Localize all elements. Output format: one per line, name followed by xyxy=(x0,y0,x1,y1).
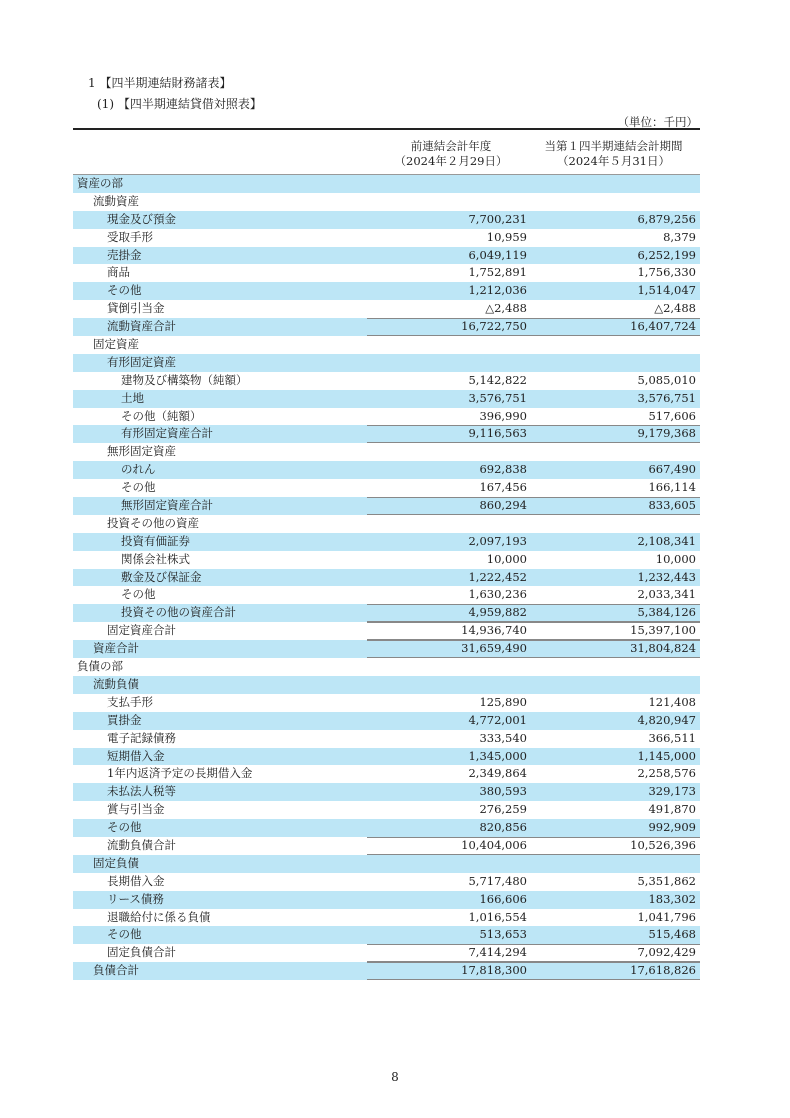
value-previous: 1,630,236 xyxy=(468,587,527,602)
value-current: 2,258,576 xyxy=(637,766,696,781)
value-current: 833,605 xyxy=(648,498,696,513)
value-previous: 276,259 xyxy=(479,802,527,817)
value-previous: 1,752,891 xyxy=(468,265,527,280)
value-current: 667,490 xyxy=(648,462,696,477)
value-current: 15,397,100 xyxy=(630,623,696,638)
row-label: 有形固定資産 xyxy=(107,354,176,369)
value-previous: 396,990 xyxy=(479,408,527,423)
row-label: その他 xyxy=(107,820,142,835)
table-row xyxy=(73,336,700,354)
row-label: 未払法人税等 xyxy=(107,784,176,799)
row-label: 短期借入金 xyxy=(107,748,165,763)
row-label: 支払手形 xyxy=(107,694,153,709)
value-current: 329,173 xyxy=(648,784,696,799)
column-header-date: （2024年５月31日） xyxy=(557,154,670,168)
table-row-total xyxy=(73,962,700,980)
table-row-total xyxy=(73,425,700,443)
value-current: 491,870 xyxy=(648,802,696,817)
value-previous: 4,772,001 xyxy=(468,712,527,727)
column-header-title: 前連結会計年度 xyxy=(410,139,492,153)
row-label: 買掛金 xyxy=(107,712,142,727)
table-row xyxy=(73,461,700,479)
value-previous: 4,959,882 xyxy=(468,605,527,620)
table-row xyxy=(73,551,700,569)
value-current: 1,145,000 xyxy=(637,748,696,763)
row-label: 流動資産 xyxy=(93,193,139,208)
subsection-heading: (1) 【四半期連結貸借対照表】 xyxy=(97,97,262,111)
value-current: 16,407,724 xyxy=(630,319,696,334)
value-previous: 3,576,751 xyxy=(468,390,527,405)
value-current: 992,909 xyxy=(648,820,696,835)
table-row-total xyxy=(73,640,700,658)
table-row xyxy=(73,533,700,551)
table-row xyxy=(73,730,700,748)
value-current: 3,576,751 xyxy=(637,390,696,405)
row-label: 退職給付に係る負債 xyxy=(107,909,211,924)
row-label: 投資その他の資産 xyxy=(107,515,199,530)
value-current: 5,384,126 xyxy=(637,605,696,620)
row-label: 流動負債 xyxy=(93,676,139,691)
row-label: 受取手形 xyxy=(107,229,153,244)
value-current: 7,092,429 xyxy=(637,945,696,960)
table-row-total xyxy=(73,837,700,855)
value-current: 31,804,824 xyxy=(630,641,696,656)
row-label: 売掛金 xyxy=(107,247,142,262)
value-current: 10,526,396 xyxy=(630,837,696,852)
table-body xyxy=(73,175,700,980)
row-label: 商品 xyxy=(107,265,130,280)
value-previous: 10,404,006 xyxy=(461,837,527,852)
table-header xyxy=(73,130,700,175)
column-header-previous xyxy=(373,139,529,169)
row-label: 流動資産合計 xyxy=(107,319,176,334)
row-label: 無形固定資産合計 xyxy=(121,498,213,513)
value-current: 2,108,341 xyxy=(637,533,696,548)
value-current: 4,820,947 xyxy=(637,712,696,727)
table-row xyxy=(73,855,700,873)
table-row xyxy=(73,211,700,229)
value-current: 121,408 xyxy=(648,694,696,709)
row-label: その他 xyxy=(107,283,142,298)
row-label: その他 xyxy=(121,480,156,495)
value-previous: 2,349,864 xyxy=(468,766,527,781)
unit-label: （単位：千円） xyxy=(617,115,698,129)
value-previous: 860,294 xyxy=(479,498,527,513)
row-label: 固定負債合計 xyxy=(107,945,176,960)
table-row xyxy=(73,372,700,390)
row-label: 資産の部 xyxy=(77,176,123,190)
value-previous: 1,016,554 xyxy=(468,909,527,924)
value-previous: 820,856 xyxy=(479,820,527,835)
table-row xyxy=(73,926,700,944)
value-current: 8,379 xyxy=(663,229,696,244)
value-previous: 7,414,294 xyxy=(468,945,527,960)
table-row xyxy=(73,748,700,766)
row-label: 負債合計 xyxy=(93,963,139,978)
column-header-current xyxy=(527,139,700,169)
value-current: 183,302 xyxy=(648,891,696,906)
table-row xyxy=(73,193,700,211)
value-previous: 7,700,231 xyxy=(468,211,527,226)
value-previous: 16,722,750 xyxy=(461,319,527,334)
table-row xyxy=(73,712,700,730)
table-row xyxy=(73,300,700,318)
table-row xyxy=(73,390,700,408)
value-current: 1,041,796 xyxy=(637,909,696,924)
row-label: 土地 xyxy=(121,390,144,405)
value-previous: 10,959 xyxy=(486,229,527,244)
table-row-total xyxy=(73,944,700,962)
table-row xyxy=(73,229,700,247)
row-label: 無形固定資産 xyxy=(107,444,176,459)
value-previous: 166,606 xyxy=(479,891,527,906)
column-header-date: （2024年２月29日） xyxy=(394,154,508,168)
value-previous: 2,097,193 xyxy=(468,533,527,548)
table-row xyxy=(73,676,700,694)
table-row-total xyxy=(73,497,700,515)
row-label: 賞与引当金 xyxy=(107,802,165,817)
value-previous: 6,049,119 xyxy=(468,247,527,262)
row-label: 電子記録債務 xyxy=(107,730,176,745)
row-label: 1年内返済予定の長期借入金 xyxy=(107,766,253,781)
table-row xyxy=(73,354,700,372)
value-previous: 1,212,036 xyxy=(468,283,527,298)
value-previous: 5,717,480 xyxy=(468,873,527,888)
table-row xyxy=(73,479,700,497)
value-previous: 31,659,490 xyxy=(461,641,527,656)
value-previous: 333,540 xyxy=(479,730,527,745)
table-row xyxy=(73,819,700,837)
value-current: 1,232,443 xyxy=(637,569,696,584)
table-row xyxy=(73,873,700,891)
value-current: 10,000 xyxy=(655,551,696,566)
value-current: △2,488 xyxy=(654,301,696,316)
column-header-title: 当第１四半期連結会計期間 xyxy=(544,139,683,153)
value-current: 1,514,047 xyxy=(637,283,696,298)
row-label: その他 xyxy=(107,927,142,942)
table-row xyxy=(73,586,700,604)
row-label: 資産合計 xyxy=(93,641,139,656)
value-current: 5,085,010 xyxy=(637,372,696,387)
row-label: のれん xyxy=(121,462,156,477)
row-label: その他（純額） xyxy=(121,408,202,423)
table-row xyxy=(73,909,700,927)
value-current: 6,252,199 xyxy=(637,247,696,262)
table-row xyxy=(73,175,700,193)
value-current: 166,114 xyxy=(648,480,696,495)
table-row xyxy=(73,891,700,909)
table-row xyxy=(73,694,700,712)
table-row xyxy=(73,408,700,426)
value-current: 517,606 xyxy=(648,408,696,423)
row-label: 貸倒引当金 xyxy=(107,301,165,316)
value-previous: 125,890 xyxy=(479,694,527,709)
row-label: 建物及び構築物（純額） xyxy=(121,372,248,387)
table-row-total xyxy=(73,318,700,336)
value-previous: 513,653 xyxy=(479,927,527,942)
row-label: 有形固定資産合計 xyxy=(121,426,213,441)
row-label: リース債務 xyxy=(107,891,164,906)
value-previous: 14,936,740 xyxy=(461,623,527,638)
value-previous: 167,456 xyxy=(479,480,527,495)
table-row xyxy=(73,801,700,819)
value-current: 5,351,862 xyxy=(637,873,696,888)
row-label: 関係会社株式 xyxy=(121,551,190,566)
value-previous: △2,488 xyxy=(485,301,527,316)
section-heading: 1 【四半期連結財務諸表】 xyxy=(88,76,232,90)
value-current: 515,468 xyxy=(648,927,696,942)
value-previous: 5,142,822 xyxy=(468,372,527,387)
table-row xyxy=(73,569,700,587)
table-row xyxy=(73,247,700,265)
row-label: 投資その他の資産合計 xyxy=(121,605,236,620)
value-current: 1,756,330 xyxy=(637,265,696,280)
value-current: 2,033,341 xyxy=(637,587,696,602)
row-label: 長期借入金 xyxy=(107,873,165,888)
row-label: 固定資産 xyxy=(93,337,139,352)
value-current: 17,618,826 xyxy=(630,963,696,978)
value-current: 6,879,256 xyxy=(637,211,696,226)
row-label: 固定資産合計 xyxy=(107,623,176,638)
table-row xyxy=(73,658,700,676)
table-row xyxy=(73,443,700,461)
table-row xyxy=(73,783,700,801)
table-row xyxy=(73,515,700,533)
value-current: 9,179,368 xyxy=(637,426,696,441)
value-previous: 9,116,563 xyxy=(468,426,527,441)
value-previous: 692,838 xyxy=(479,462,527,477)
table-row-total xyxy=(73,622,700,640)
row-label: 負債の部 xyxy=(77,659,123,674)
row-label: 流動負債合計 xyxy=(107,837,176,852)
row-label: 固定負債 xyxy=(93,855,139,870)
table-row xyxy=(73,765,700,783)
value-previous: 380,593 xyxy=(479,784,527,799)
value-previous: 1,222,452 xyxy=(468,569,527,584)
row-label: その他 xyxy=(121,587,156,602)
value-current: 366,511 xyxy=(648,730,696,745)
page-number: 8 xyxy=(391,1070,399,1084)
table-row-total xyxy=(73,604,700,622)
value-previous: 1,345,000 xyxy=(468,748,527,763)
value-previous: 10,000 xyxy=(486,551,527,566)
table-row xyxy=(73,282,700,300)
row-label: 投資有価証券 xyxy=(121,533,190,548)
table-row xyxy=(73,264,700,282)
balance-sheet-table xyxy=(73,128,700,980)
value-previous: 17,818,300 xyxy=(461,963,527,978)
row-label: 敷金及び保証金 xyxy=(121,569,202,584)
row-label: 現金及び預金 xyxy=(107,211,176,226)
